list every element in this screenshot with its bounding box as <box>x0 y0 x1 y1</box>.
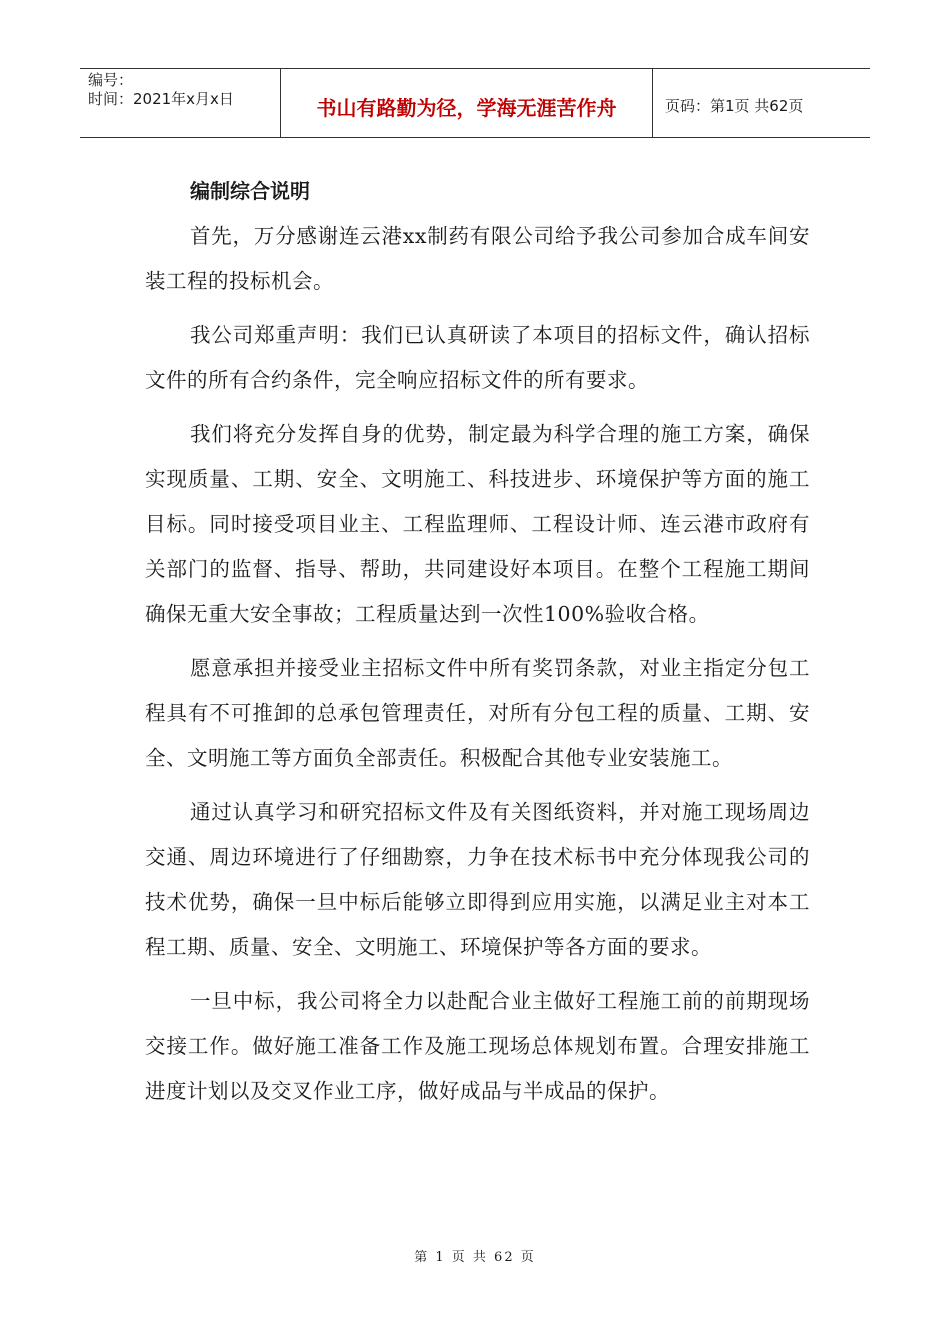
section-title: 编制综合说明 <box>190 179 310 203</box>
paragraph: 一旦中标，我公司将全力以赴配合业主做好工程施工前的前期现场交接工作。做好施工准备工作及施工现场总体规划布置。合理安排施工进度计划以及交叉作业工序，做好成品与半成品的保护。 <box>145 989 810 1103</box>
document-number-label: 编号： <box>88 71 134 89</box>
header-motto: 书山有路勤为径，学海无涯苦作舟 <box>281 69 653 137</box>
paragraph: 首先，万分感谢连云港xx制药有限公司给予我公司参加合成车间安装工程的投标机会。 <box>145 224 810 293</box>
paragraph: 愿意承担并接受业主招标文件中所有奖罚条款，对业主指定分包工程具有不可推卸的总承包管理责任，对所有分包工程的质量、工期、安全、文明施工等方面负全部责任。积极配合其他专业安装施工。 <box>145 656 810 770</box>
document-date-label: 时间：2021年x月x日 <box>88 90 234 108</box>
paragraph: 我公司郑重声明：我们已认真研读了本项目的招标文件，确认招标文件的所有合约条件，完全响应招标文件的所有要求。 <box>145 323 810 392</box>
document-body <box>145 176 810 1123</box>
page-footer: 第 1 页 共 62 页 <box>414 1250 536 1265</box>
page-header <box>80 68 870 138</box>
header-page-info: 页码：第1页 共62页 <box>665 96 804 115</box>
paragraph: 我们将充分发挥自身的优势，制定最为科学合理的施工方案，确保实现质量、工期、安全、文明施工、科技进步、环境保护等方面的施工目标。同时接受项目业主、工程监理师、工程设计师、连云港市政府有关部门的监督、指导、帮助，共同建设好本项目。在整个工程施工期间确保无重大安全事故；工程质量达到一次性100%验收合格。 <box>145 422 810 626</box>
header-meta-cell <box>80 69 281 137</box>
paragraph: 通过认真学习和研究招标文件及有关图纸资料，并对施工现场周边交通、周边环境进行了仔细勘察，力争在技术标书中充分体现我公司的技术优势，确保一旦中标后能够立即得到应用实施，以满足业主对本工程工期、质量、安全、文明施工、环境保护等各方面的要求。 <box>145 800 810 959</box>
